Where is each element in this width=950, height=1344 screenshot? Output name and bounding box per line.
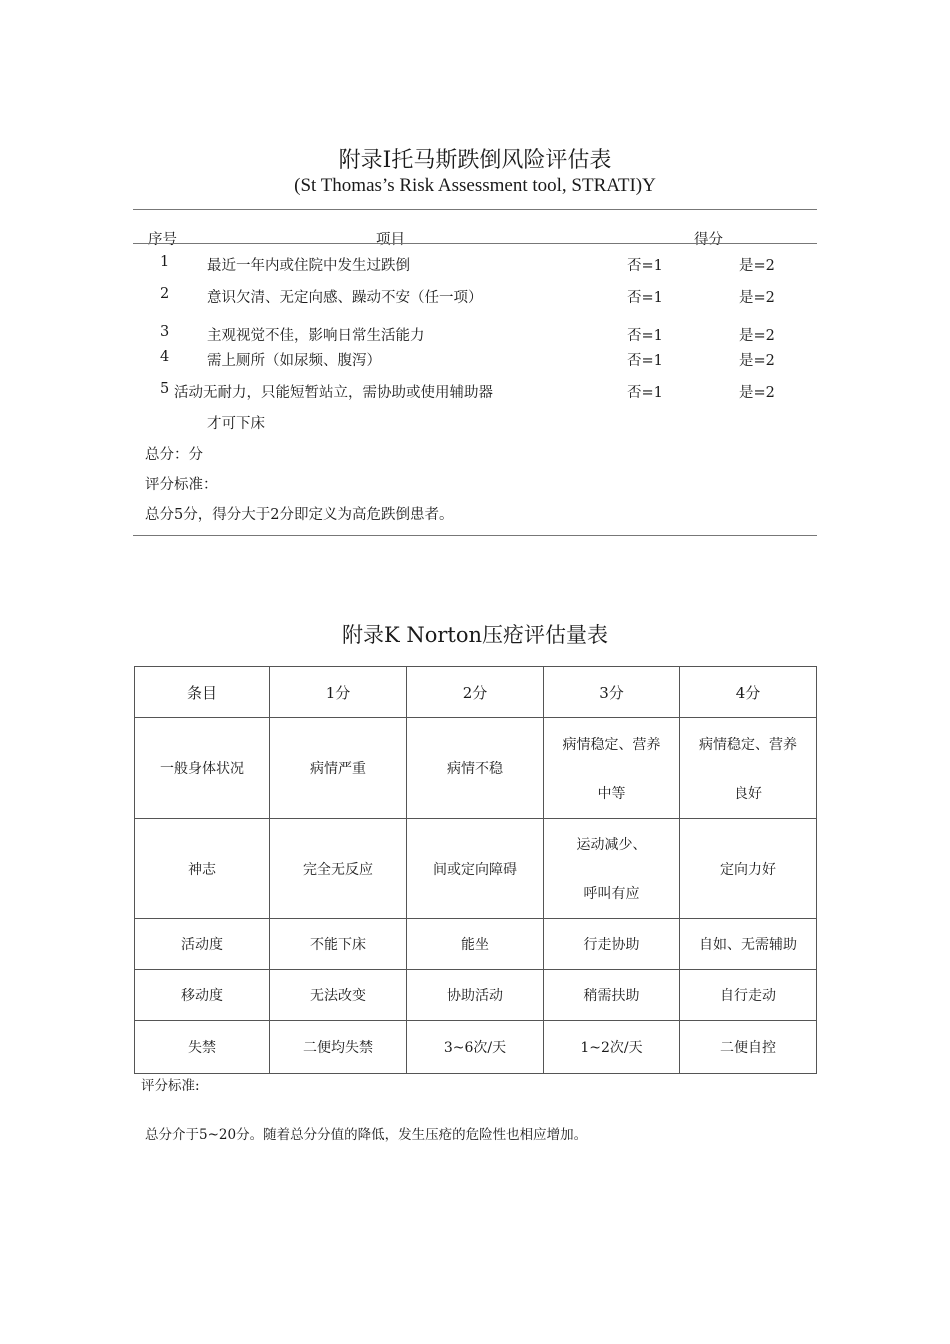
row-label: 神志 bbox=[135, 819, 270, 919]
row-no: 3 bbox=[160, 324, 170, 340]
row-yes-score: 是=2 bbox=[739, 328, 775, 344]
row-no-score: 否=1 bbox=[627, 328, 663, 344]
score-cell bbox=[544, 819, 680, 919]
row-label: 失禁 bbox=[135, 1021, 270, 1074]
score-cell: 能坐 bbox=[407, 919, 544, 970]
row-no-score: 否=1 bbox=[627, 385, 663, 401]
row-no: 1 bbox=[160, 254, 170, 270]
header-cell: 4分 bbox=[680, 667, 817, 718]
table-row bbox=[135, 970, 817, 1021]
bottom-rule bbox=[133, 535, 817, 536]
score-cell: 不能下床 bbox=[270, 919, 407, 970]
header-cell: 1分 bbox=[270, 667, 407, 718]
score-cell: 定向力好 bbox=[680, 819, 817, 919]
score-cell: 自如、无需辅助 bbox=[680, 919, 817, 970]
row-label: 移动度 bbox=[135, 970, 270, 1021]
score-cell: 1~2次/天 bbox=[544, 1021, 680, 1074]
header-item: 项目 bbox=[376, 232, 405, 248]
table-row bbox=[135, 819, 817, 919]
score-cell: 无法改变 bbox=[270, 970, 407, 1021]
header-score: 得分 bbox=[694, 232, 723, 248]
score-cell bbox=[680, 718, 817, 819]
row-yes-score: 是=2 bbox=[739, 385, 775, 401]
row-no-score: 否=1 bbox=[627, 258, 663, 274]
score-cell: 自行走动 bbox=[680, 970, 817, 1021]
total-score: 总分：分 bbox=[145, 447, 203, 463]
row-item: 主观视觉不佳，影响日常生活能力 bbox=[207, 328, 425, 344]
norton-table bbox=[134, 666, 817, 1074]
cell-line: 病情稳定、营养 bbox=[562, 736, 661, 753]
score-cell: 完全无反应 bbox=[270, 819, 407, 919]
header-rule bbox=[133, 243, 817, 244]
row-item-continuation: 才可下床 bbox=[207, 416, 265, 432]
row-yes-score: 是=2 bbox=[739, 353, 775, 369]
score-cell: 3~6次/天 bbox=[407, 1021, 544, 1074]
cell-line: 病情稳定、营养 bbox=[699, 736, 797, 753]
score-cell: 协助活动 bbox=[407, 970, 544, 1021]
appendix-i-subtitle: (St Thomas’s Risk Assessment tool, STRATI)Y bbox=[294, 175, 656, 196]
header-no: 序号 bbox=[148, 232, 177, 248]
norton-criteria-label: 评分标准: bbox=[141, 1078, 200, 1094]
row-item: 最近一年内或住院中发生过跌倒 bbox=[207, 258, 410, 274]
table-row bbox=[135, 718, 817, 819]
row-label: 活动度 bbox=[135, 919, 270, 970]
score-cell: 病情不稳 bbox=[407, 718, 544, 819]
table-header-row bbox=[135, 667, 817, 718]
row-no: 5 bbox=[160, 381, 170, 397]
score-cell bbox=[544, 718, 680, 819]
cell-line: 运动减少、 bbox=[576, 837, 647, 853]
header-cell: 2分 bbox=[407, 667, 544, 718]
score-cell: 稍需扶助 bbox=[544, 970, 680, 1021]
row-no-score: 否=1 bbox=[627, 353, 663, 369]
score-cell: 病情严重 bbox=[270, 718, 407, 819]
score-cell: 行走协助 bbox=[544, 919, 680, 970]
criteria-text: 总分5分，得分大于2分即定义为高危跌倒患者。 bbox=[145, 507, 454, 523]
row-item: 活动无耐力，只能短暂站立，需协助或使用辅助器 bbox=[174, 385, 493, 401]
header-cell: 条目 bbox=[135, 667, 270, 718]
row-item: 需上厕所（如尿频、腹泻） bbox=[207, 353, 381, 369]
score-cell: 间或定向障碍 bbox=[407, 819, 544, 919]
row-yes-score: 是=2 bbox=[739, 258, 775, 274]
row-label: 一般身体状况 bbox=[135, 718, 270, 819]
table-row bbox=[135, 1021, 817, 1074]
row-yes-score: 是=2 bbox=[739, 290, 775, 306]
table-row bbox=[135, 919, 817, 970]
cell-line: 呼叫有应 bbox=[583, 886, 640, 902]
score-cell: 二便均失禁 bbox=[270, 1021, 407, 1074]
row-no-score: 否=1 bbox=[627, 290, 663, 306]
appendix-i-title: 附录I托马斯跌倒风险评估表 bbox=[338, 148, 612, 173]
cell-line: 良好 bbox=[734, 785, 762, 802]
row-item: 意识欠清、无定向感、躁动不安（任一项） bbox=[207, 290, 483, 306]
row-no: 2 bbox=[160, 286, 170, 302]
cell-line: 中等 bbox=[597, 785, 626, 802]
row-no: 4 bbox=[160, 349, 170, 365]
criteria-label: 评分标准： bbox=[145, 477, 218, 493]
appendix-k-title: 附录K Norton压疮评估量表 bbox=[341, 623, 609, 647]
score-cell: 二便自控 bbox=[680, 1021, 817, 1074]
header-cell: 3分 bbox=[544, 667, 680, 718]
top-rule bbox=[133, 209, 817, 210]
norton-criteria-text: 总分介于5~20分。随着总分分值的降低，发生压疮的危险性也相应增加。 bbox=[145, 1127, 588, 1143]
